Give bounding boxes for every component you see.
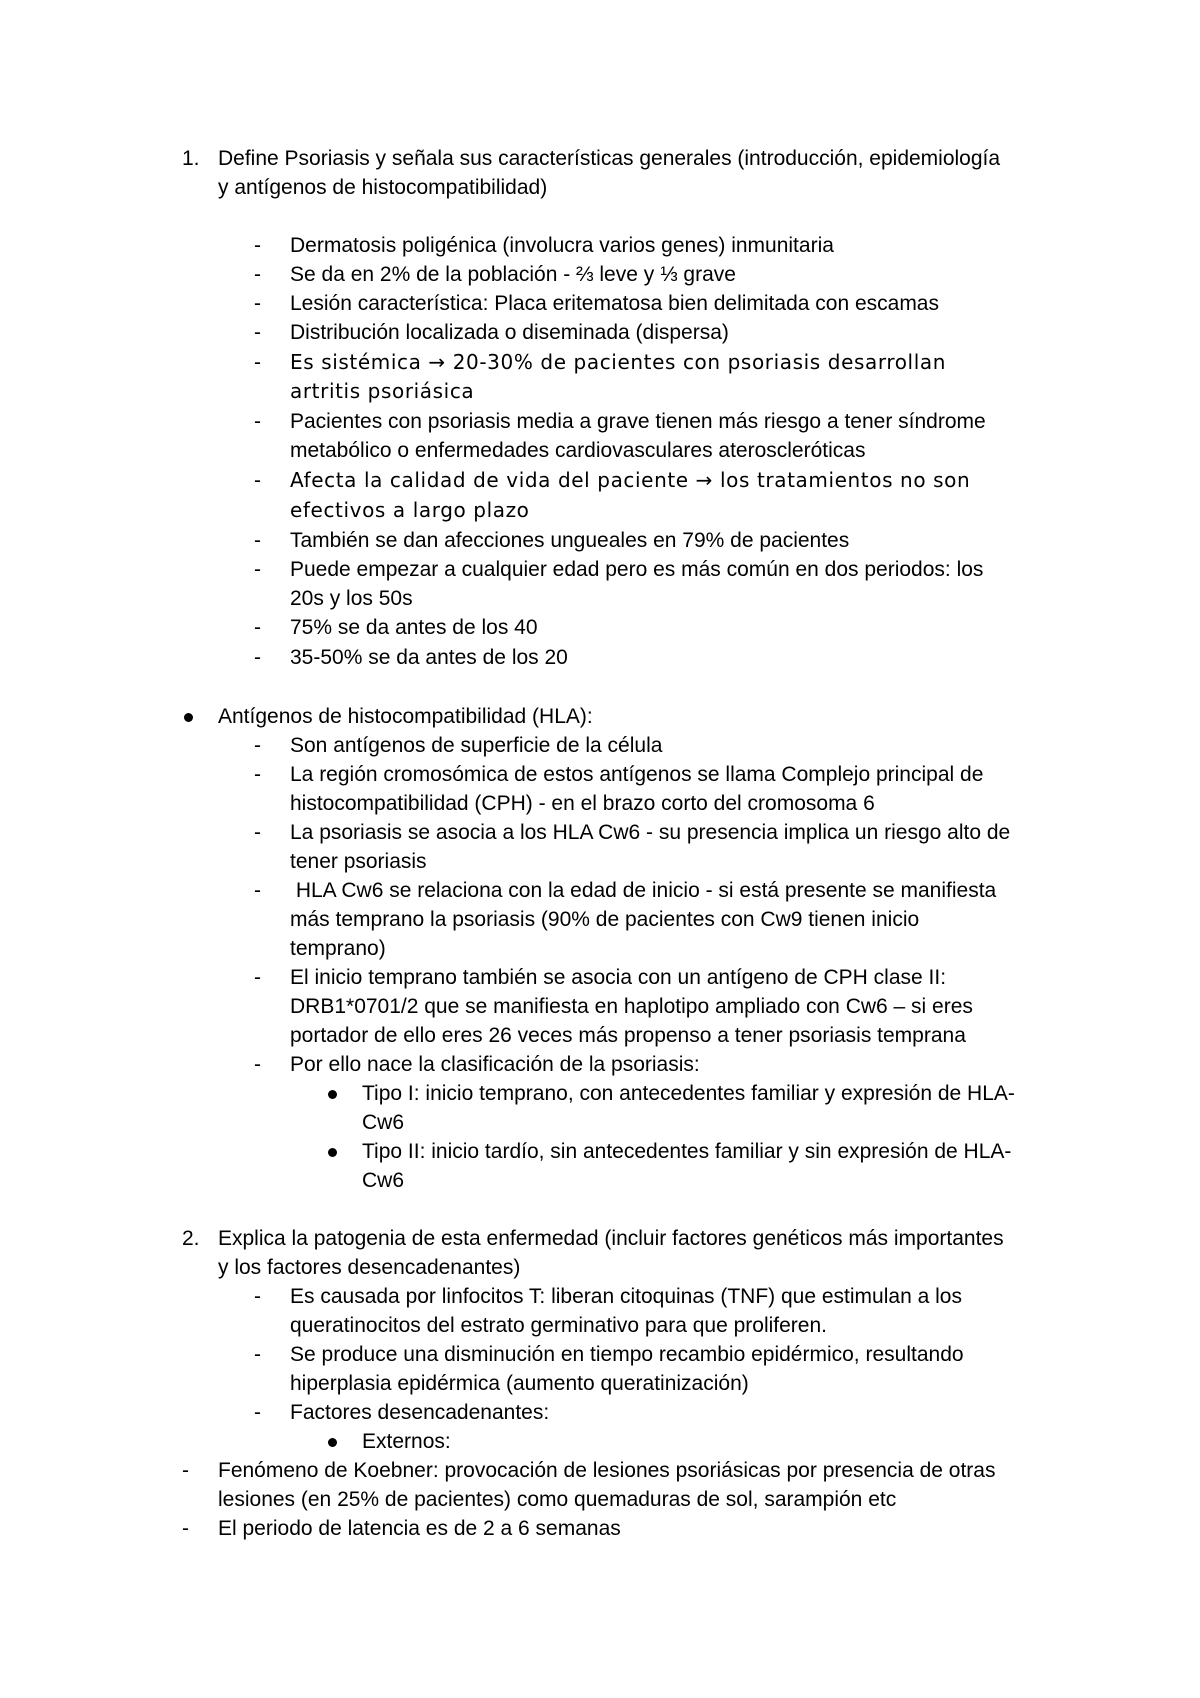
q1-item-6-line-2: metabólico o enfermedades cardiovasculares ateroscleróticas [290,439,866,462]
q2-item-2-line-1: Se produce una disminución en tiempo recambio epidérmico, resultando [290,1343,964,1366]
question-2-text-line-2: y los factores desencadenantes) [218,1256,521,1279]
dash-marker: - [254,734,261,757]
dash-marker: - [254,321,261,344]
q1-item-1: Dermatosis poligénica (involucra varios genes) inmunitaria [290,234,834,257]
hla-item-4-line-3: temprano) [290,937,386,960]
dash-marker: - [254,616,261,639]
hla-type-1-line-1: Tipo I: inicio temprano, con antecedentes familiar y expresión de HLA- [362,1082,1015,1105]
dash-marker: - [254,763,261,786]
hla-item-5-line-2: DRB1*0701/2 que se manifiesta en haplotipo ampliado con Cw6 – si eres [290,995,973,1018]
question-2-text-line-1: Explica la patogenia de esta enfermedad (incluir factores genéticos más importantes [218,1227,1004,1250]
q1-item-7-line-1: Afecta la calidad de vida del paciente → los tratamientos no son [290,468,971,492]
q1-item-7-line-2: efectivos a largo plazo [290,498,530,522]
hla-item-1: Son antígenos de superficie de la célula [290,734,663,757]
hla-item-3-line-2: tener psoriasis [290,850,427,873]
hla-item-5-line-3: portador de ello eres 26 veces más propenso a tener psoriasis temprana [290,1024,966,1047]
question-1-text-line-2: y antígenos de histocompatibilidad) [218,176,548,199]
q2-item-1-line-1: Es causada por linfocitos T: liberan citoquinas (TNF) que estimulan a los [290,1285,962,1308]
dash-marker: - [254,292,261,315]
hla-type-2-line-2: Cw6 [362,1169,405,1192]
bullet-icon [184,713,193,722]
q2-outer-item-1-line-1: Fenómeno de Koebner: provocación de lesiones psoriásicas por presencia de otras [218,1459,996,1482]
q1-item-11: 35-50% se da antes de los 20 [290,646,568,669]
bullet-icon [328,1090,337,1099]
q1-item-2: Se da en 2% de la población - ⅔ leve y ⅓ grave [290,263,736,286]
hla-item-3-line-1: La psoriasis se asocia a los HLA Cw6 - su presencia implica un riesgo alto de [290,821,1011,844]
hla-title: Antígenos de histocompatibilidad (HLA): [218,705,593,728]
q1-item-4: Distribución localizada o diseminada (dispersa) [290,321,729,344]
dash-marker: - [254,469,261,492]
q2-sub-bullet: Externos: [362,1430,451,1453]
question-1-number: 1. [182,147,200,170]
dash-marker: - [254,1285,261,1308]
dash-marker: - [254,529,261,552]
question-1-text-line-1: Define Psoriasis y señala sus características generales (introducción, epidemiología [218,147,1001,170]
dash-marker: - [182,1459,189,1482]
dash-marker: - [254,1401,261,1424]
q1-item-8: También se dan afecciones ungueales en 79% de pacientes [290,529,850,552]
dash-marker: - [254,234,261,257]
hla-item-4-line-2: más temprano la psoriasis (90% de pacientes con Cw9 tienen inicio [290,908,920,931]
dash-marker: - [254,966,261,989]
dash-marker: - [254,558,261,581]
bullet-icon [328,1438,337,1447]
dash-marker: - [254,263,261,286]
q1-item-5-line-2: artritis psoriásica [290,379,475,403]
q2-outer-item-2: El periodo de latencia es de 2 a 6 semanas [218,1517,621,1540]
question-2-number: 2. [182,1227,200,1250]
hla-item-4-line-1: HLA Cw6 se relaciona con la edad de inicio - si está presente se manifiesta [290,879,997,902]
hla-type-1-line-2: Cw6 [362,1111,405,1134]
dash-marker: - [254,1343,261,1366]
hla-item-6: Por ello nace la clasificación de la psoriasis: [290,1053,700,1076]
dash-marker: - [254,821,261,844]
bullet-icon [328,1148,337,1157]
hla-item-5-line-1: El inicio temprano también se asocia con un antígeno de CPH clase II: [290,966,947,989]
q1-item-5-line-1: Es sistémica → 20-30% de pacientes con psoriasis desarrollan [290,350,946,374]
hla-type-2-line-1: Tipo II: inicio tardío, sin antecedentes familiar y sin expresión de HLA- [362,1140,1012,1163]
dash-marker: - [254,351,261,374]
hla-item-2-line-1: La región cromosómica de estos antígenos se llama Complejo principal de [290,763,984,786]
dash-marker: - [182,1517,189,1540]
q1-item-9-line-2: 20s y los 50s [290,587,413,610]
q1-item-9-line-1: Puede empezar a cualquier edad pero es más común en dos periodos: los [290,558,984,581]
hla-item-2-line-2: histocompatibilidad (CPH) - en el brazo corto del cromosoma 6 [290,792,875,815]
dash-marker: - [254,1053,261,1076]
dash-marker: - [254,646,261,669]
q2-item-3: Factores desencadenantes: [290,1401,550,1424]
dash-marker: - [254,410,261,433]
q2-item-1-line-2: queratinocitos del estrato germinativo para que proliferen. [290,1314,827,1337]
q2-item-2-line-2: hiperplasia epidérmica (aumento queratinización) [290,1372,749,1395]
dash-marker: - [254,879,261,902]
q1-item-10: 75% se da antes de los 40 [290,616,538,639]
q1-item-3: Lesión característica: Placa eritematosa bien delimitada con escamas [290,292,939,315]
q1-item-6-line-1: Pacientes con psoriasis media a grave tienen más riesgo a tener síndrome [290,410,986,433]
q2-outer-item-1-line-2: lesiones (en 25% de pacientes) como quemaduras de sol, sarampión etc [218,1488,897,1511]
